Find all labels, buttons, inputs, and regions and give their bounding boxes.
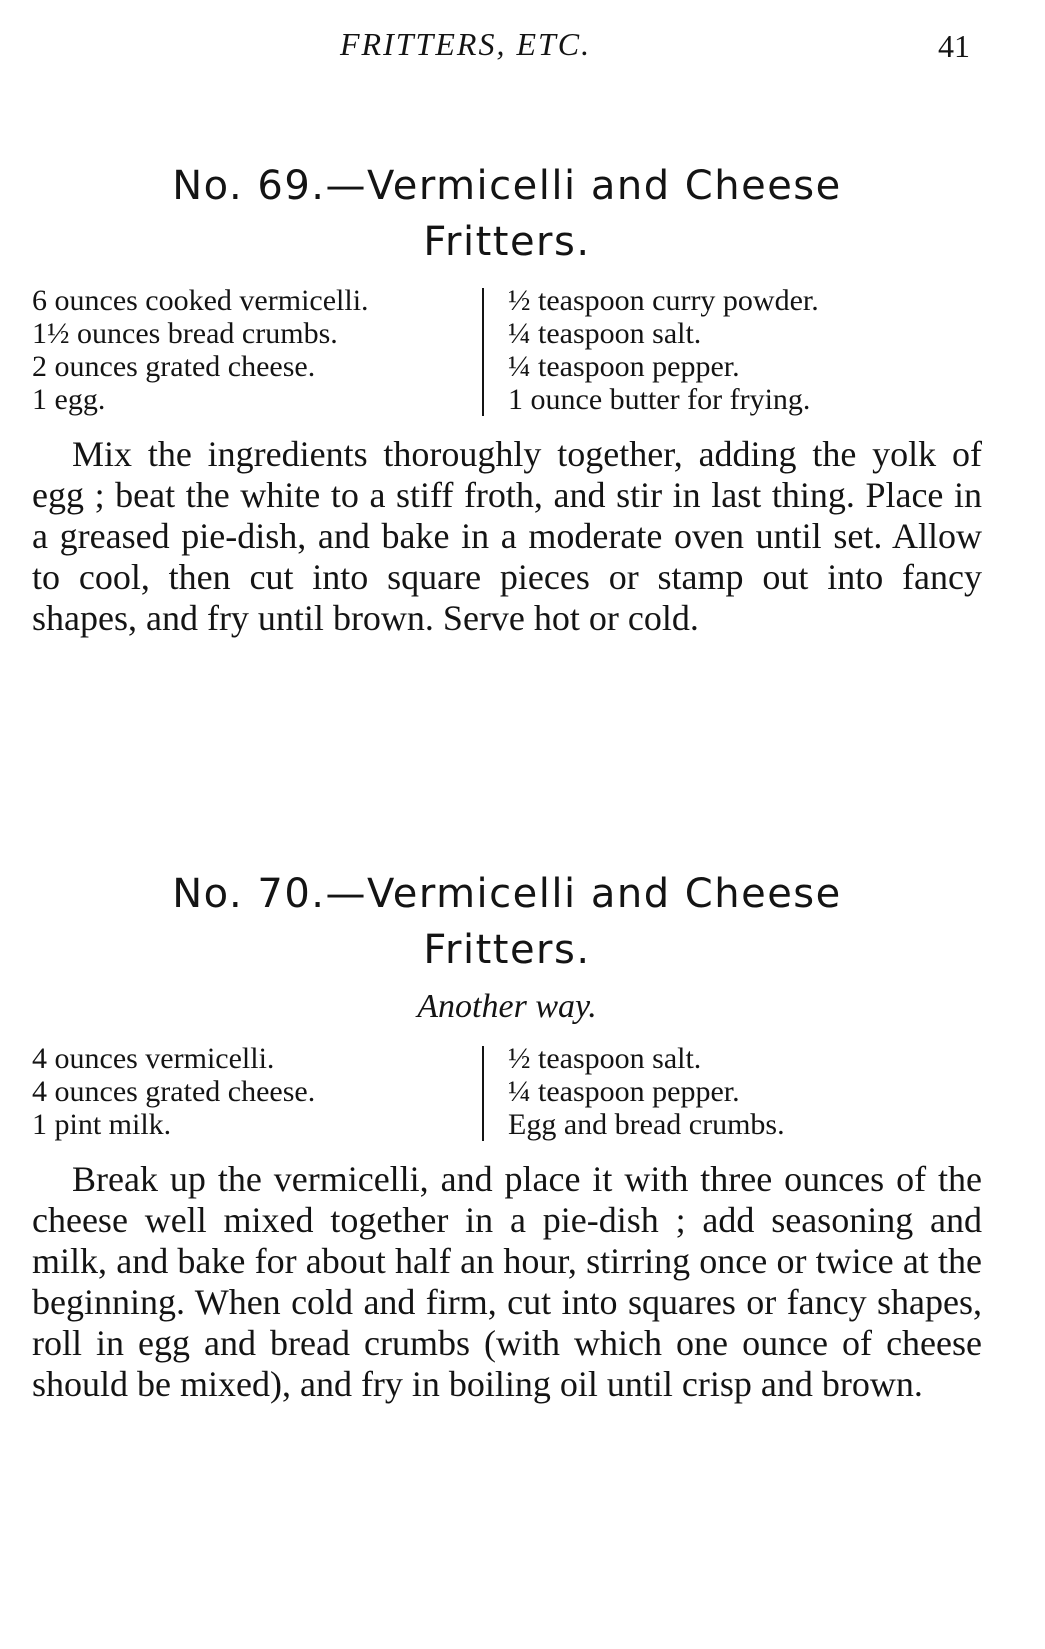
ingredient-item: 1 egg. [32, 383, 106, 416]
ingredient-item: ¼ teaspoon salt. [508, 317, 702, 350]
ingredient-item: 1 ounce butter for frying. [508, 383, 811, 416]
recipe-method: Break up the vermicelli, and place it with three ounces of the cheese well mixed together in a pie-dish ; add seasoning and milk, and bake for about half an hour, stirring once or twice at the beginning. When cold and firm, cut into squares or fancy shapes, roll in egg and bread crumbs (with which one ounce of cheese should be mixed), and fry in boiling oil until crisp and brown. [32, 1159, 982, 1404]
ingredient-item: Egg and bread crumbs. [508, 1108, 785, 1141]
column-divider [482, 288, 484, 416]
recipe-title-line: No. 69.—Vermicelli and Cheese [172, 163, 842, 209]
ingredient-item: 4 ounces vermicelli. [32, 1042, 275, 1075]
recipe-title [32, 158, 982, 270]
ingredients-list [32, 284, 982, 416]
ingredient-item: ¼ teaspoon pepper. [508, 1075, 740, 1108]
column-divider [482, 1046, 484, 1141]
ingredient-item: 2 ounces grated cheese. [32, 350, 316, 383]
ingredient-item: 6 ounces cooked vermicelli. [32, 284, 369, 317]
running-title: FRITTERS, ETC. [340, 26, 592, 62]
recipe-69 [32, 158, 982, 639]
running-header [0, 26, 1045, 66]
ingredients-right-column [508, 1042, 785, 1141]
ingredient-item: 4 ounces grated cheese. [32, 1075, 316, 1108]
ingredient-item: 1½ ounces bread crumbs. [32, 317, 338, 350]
page-number: 41 [938, 28, 970, 64]
recipe-method: Mix the ingredients thoroughly together, adding the yolk of egg ; beat the white to a stiff froth, and stir in last thing. Place in a greased pie-dish, and bake in a moderate oven until set. Allow to cool, then cut into square pieces or stamp out into fancy shapes, and fry until brown. Serve hot or cold. [32, 434, 982, 638]
ingredients-right-column [508, 284, 819, 416]
ingredient-item: 1 pint milk. [32, 1108, 172, 1141]
recipe-title-line: No. 70.—Vermicelli and Cheese [172, 871, 842, 917]
recipe-70 [32, 866, 982, 1405]
recipe-title-line: Fritters. [423, 927, 591, 973]
ingredient-item: ½ teaspoon curry powder. [508, 284, 819, 317]
ingredients-left-column [32, 1042, 482, 1141]
recipe-title-line: Fritters. [423, 219, 591, 265]
ingredients-list [32, 1042, 982, 1141]
recipe-title [32, 866, 982, 978]
recipe-subtitle: Another way. [417, 988, 597, 1025]
ingredients-left-column [32, 284, 482, 416]
ingredient-item: ½ teaspoon salt. [508, 1042, 702, 1075]
ingredient-item: ¼ teaspoon pepper. [508, 350, 740, 383]
